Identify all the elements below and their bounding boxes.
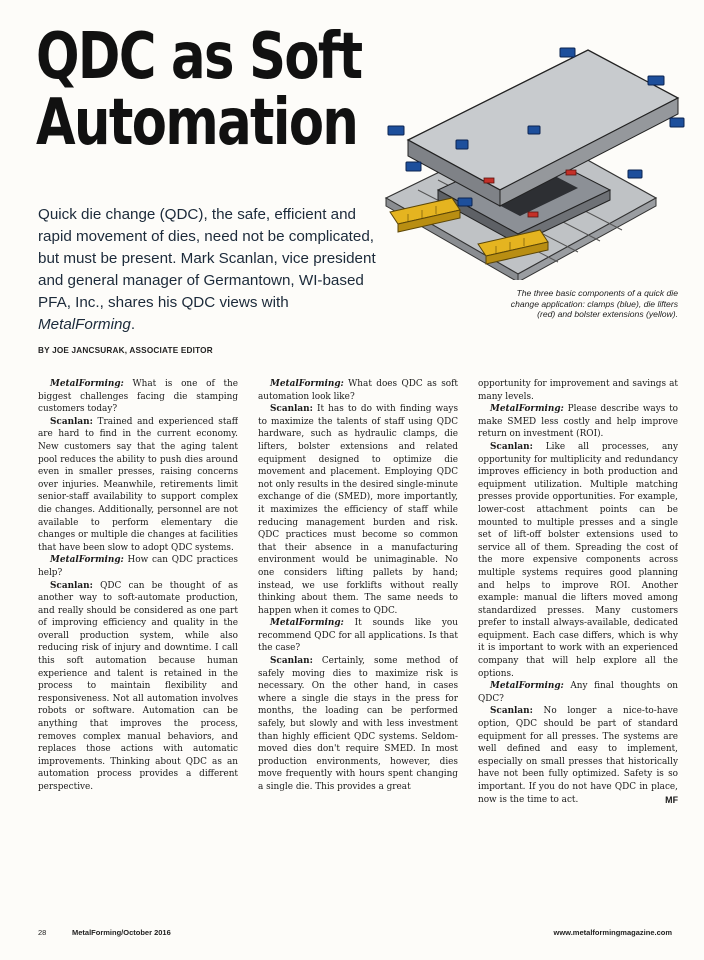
title-line-2: Automation [36,86,358,160]
speaker-label: Scanlan: [270,656,313,667]
speaker-label: Scanlan: [490,706,533,717]
qdc-components-illustration [378,30,688,280]
paragraph [478,441,678,680]
paragraph [38,378,238,416]
paragraph-text: Certainly, some method of safely moving dies to maximize risk is necessary. On the other hand, in cases where a single die stays in the press for months, the loading can be performed safely, but slowly and with less investment than highly efficient QDC systems. Seldom-moved dies don't require SMED. In most production environments, however, dies move frequently with hours spent changing a single die. This provides a great [258,656,458,792]
title-line-1: QDC as Soft [36,20,362,94]
magazine-url[interactable]: www.metalformingmagazine.com [553,928,672,937]
paragraph [478,705,678,806]
paragraph [478,680,678,705]
paragraph [478,403,678,441]
speaker-label: MetalForming: [270,618,344,629]
page-number: 28 [38,928,47,937]
speaker-label: Scanlan: [50,580,93,591]
article-column-3 [478,378,678,906]
article-column-2 [258,378,458,906]
paragraph-text: Like all processes, any opportunity for multiplicity and redundancy improves efficiency in both production and equipment utilization. Multiple matching presses provide opportunities. For example, lower-cost attachment points can be mounted to multiple presses and a single set of lift-off bolster extensions used to service all of them. Spreading the cost of the more expensive components across multiple systems requires good planning and helps to improve ROI. Another example: manual die lifters moved among standardized presses. Many customers prefer to install always-available, dedicated equipment. Each case differs, which is why it is important to work with an experienced company that will help explore all the options. [478,441,678,679]
paragraph [38,554,238,579]
paragraph-text: It sounds like you recommend QDC for all applications. Is that the case? [258,618,458,654]
paragraph [258,378,458,403]
byline: BY JOE JANCSURAK, ASSOCIATE EDITOR [38,346,213,355]
paragraph [38,416,238,555]
end-mark: MF [665,794,678,805]
deck-end: . [130,316,136,333]
paragraph-text: No longer a nice-to-have option, QDC should be part of standard equipment for all presses. The systems are well defined and easy to implement, especially on small presses that historically have not been fully optimized. Safety is so important. If you do not have QDC in place, now is the time to act. [478,706,678,805]
paragraph [258,403,458,617]
figure-caption: The three basic components of a quick die change application: clamps (blue), die lifters (red) and bolster extensions (yellow). [510,288,678,319]
paragraph [478,378,678,403]
speaker-label: MetalForming: [490,681,564,692]
paragraph-text: What is one of the biggest challenges facing die stamping customers today? [38,379,238,415]
paragraph-text: opportunity for improvement and savings at many levels. [478,379,678,402]
paragraph [258,617,458,655]
paragraph-text: Any final thoughts on QDC? [478,681,678,704]
speaker-label: MetalForming: [490,404,564,415]
paragraph-text: What does QDC as soft automation look like? [258,379,458,402]
paragraph-text: It has to do with finding ways to maximize the talents of staff using QDC hardware, such as hydraulic clamps, die lifters, bolster extensions and related equipment designed to optimize die movement and placement. Employing QDC not only results in the desired single-minute exchange of die (SMED), more importantly, it maximizes the efficiency of staff while reducing management burden and risk. QDC practices must become so common that their absence in a manufacturing environment would be unimaginable. No one considers lifting pallets by hand; instead, we use forklifts without really thinking about them. The same needs to happen when it comes to QDC. [258,404,458,616]
speaker-label: Scanlan: [490,441,533,452]
paragraph [258,655,458,794]
deck-magazine-name: MetalForming [38,316,131,333]
deck-text: Quick die change (QDC), the safe, efficient and rapid movement of dies, need not be complicated, but must be present. Mark Scanlan, vice president and general manager of Germantown, WI-based PFA, Inc., shares his QDC views with [38,206,376,311]
paragraph-text: Please describe ways to make SMED less costly and help improve return on investment (ROI). [478,404,678,440]
article-title [36,20,362,160]
article-column-1 [38,378,238,906]
speaker-label: Scanlan: [270,404,313,415]
article-deck [38,204,380,336]
speaker-label: Scanlan: [50,416,93,427]
speaker-label: MetalForming: [50,555,124,566]
speaker-label: MetalForming: [270,379,344,389]
publication-issue: MetalForming/October 2016 [72,928,171,937]
paragraph-text: QDC can be thought of as another way to soft-automate production, and really should be considered as one part of improving efficiency and quality in the overall production system, while also reducing risk of injury and downtime. I call this soft automation because human experience and talent is retained in the process to maintain flexibility and responsiveness. Not all automation involves robots or software. Automation can be anything that improves the process, removes complex manual behaviors, and replaces those actions with automatic improvements. Thinking about QDC as an automation process provides a different perspective. [38,580,238,792]
paragraph [38,580,238,794]
speaker-label: MetalForming: [50,379,124,389]
paragraph-text: How can QDC practices help? [38,555,238,578]
paragraph-text: Trained and experienced staff are hard to find in the current economy. New customers say that the aging talent pool reduces the ability to push dies around even in smaller presses, raising concerns over injuries. Meanwhile, retirements limit senior-staff availability to support complex die changes. Additionally, personnel are not available to perform elementary die changes or multiple die changes at facilities that have been slow to adopt QDC systems. [38,416,238,553]
